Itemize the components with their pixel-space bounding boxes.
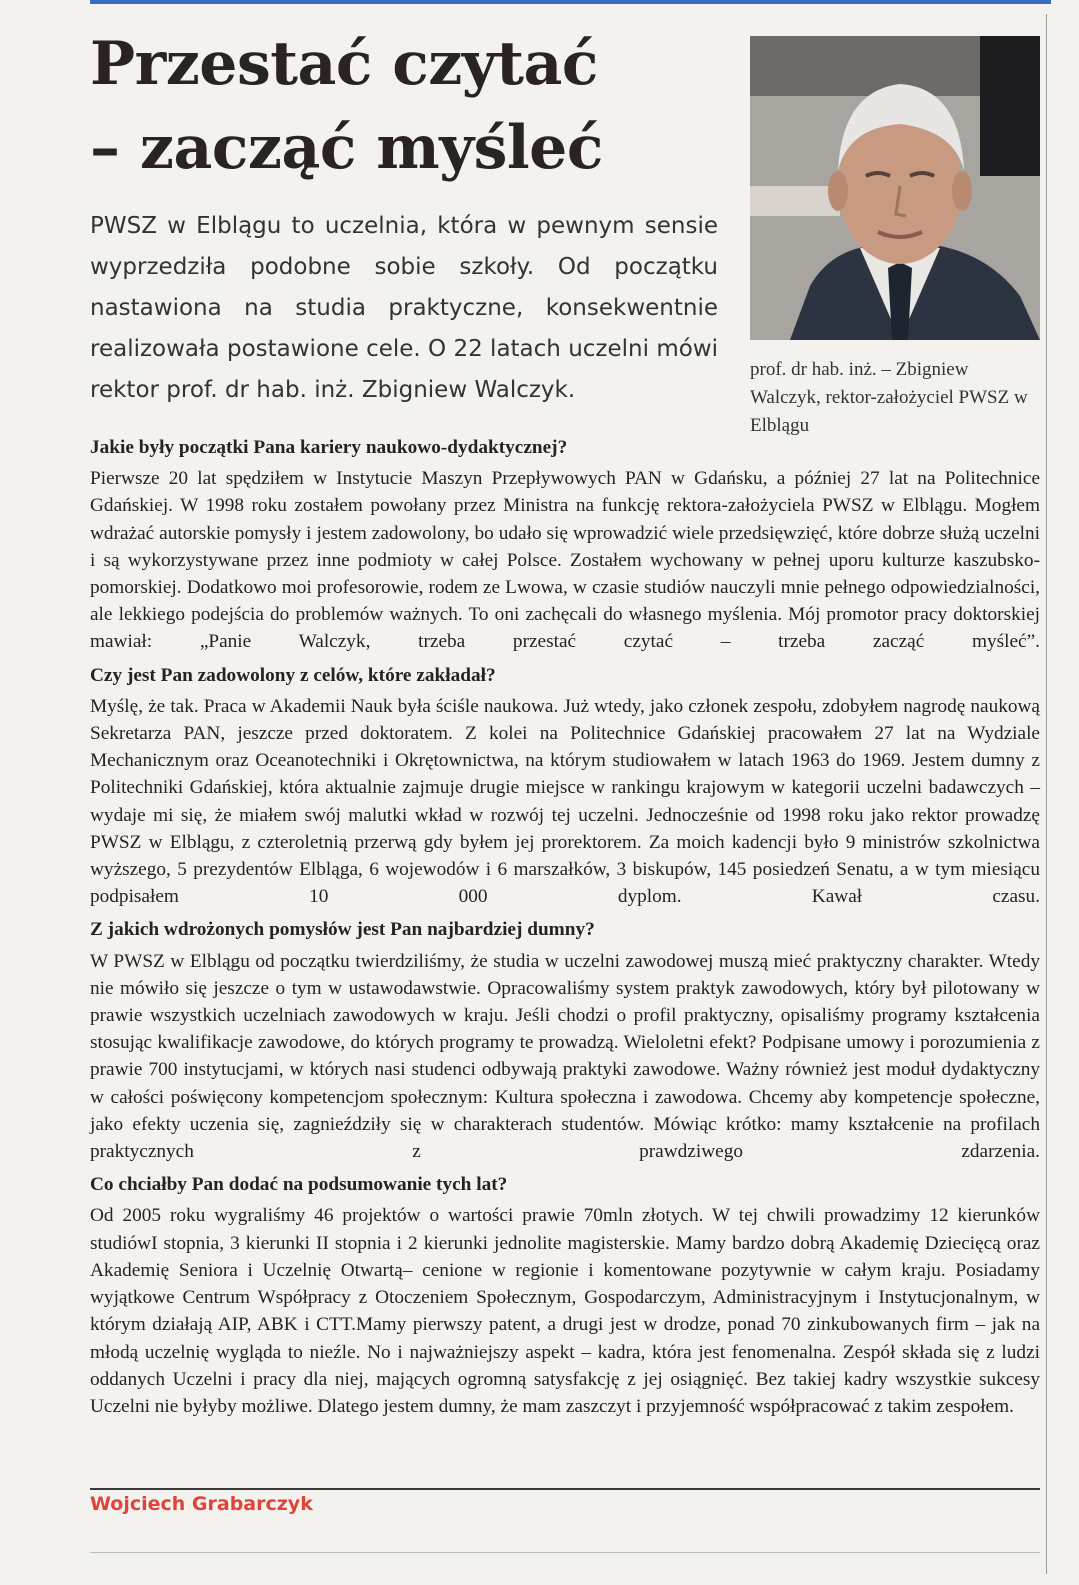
question-4: Co chciałby Pan dodać na podsumowanie tych lat?: [90, 1174, 508, 1196]
answer-2: [90, 693, 1040, 911]
answer-4: [90, 1202, 1040, 1420]
question-2: Czy jest Pan zadowolony z celów, które zakładał?: [90, 664, 496, 686]
answer-1-text: Pierwsze 20 lat spędziłem w Instytucie Maszyn Przepływowych PAN w Gdańsku, a później 27 lat na Politechnice Gdańskiej. W 1998 roku zostałem powołany przez Ministra na funkcję rektora-założyciela PWSZ w Elblągu. Mogłem wdrażać autorskie pomysły i jestem zadowolony, bo udało się wprowadzić wiele przedsięwzięć, które dobrze służą uczelni i są wykorzystywane przez inne podmioty w całej Polsce. Zostałem wychowany w pełnej uporu kulturze kaszubsko-pomorskiej. Dodatkowo moi profesorowie, rodem ze Lwowa, w czasie studiów nauczyli mnie pełnego odpowiedzialności, ale lekkiego podejścia do problemów ważnych. To oni zachęcali do własnego myślenia. Mój promotor pracy doktorskiej mawiał: „Panie Walczyk, trzeba przestać czytać – trzeba zacząć myśleć”.: [90, 468, 1040, 653]
article-body: [90, 434, 1040, 1426]
question-1: Jakie były początki Pana kariery naukowo-dydaktycznej?: [90, 437, 568, 458]
answer-3-text: W PWSZ w Elblągu od początku twierdziliśmy, że studia w uczelni zawodowej muszą mieć praktyczny charakter. Wtedy nie mówiło się jeszcze o tym w ustawodawstwie. Opracowaliśmy system praktyk zawodowych, który był pilotowany w prawie wszystkich uczelniach zawodowych w kraju. Jeśli chodzi o profil praktyczny, opisaliśmy programy kształcenia stosując kwalifikacje zawodowe, do których programy te prowadzą. Wieloletni efekt? Podpisane umowy i porozumienia z prawie 700 instytucjami, w których nasi studenci odbywają praktyki zawodowe. Ważny również jest moduł dydaktyczny w całości poświęcony kompetencjom społecznym: Kultura społeczna i zawodowa. Chcemy aby kompetencje społeczne, jako efekty uczenia się, zagnieździły się w charakterach studentów. Mówiąc krótko: mamy kształcenie na profilach praktycznych z prawdziwego zdarzenia.: [90, 950, 1040, 1163]
photo-caption: prof. dr hab. inż. – Zbigniew Walczyk, rektor-założyciel PWSZ w Elblągu: [750, 359, 1028, 436]
page-title: [90, 22, 730, 190]
headline-line-1: Przestać czytać: [90, 29, 598, 99]
headline-line-2: – zacząć myśleć: [90, 113, 603, 183]
answer-4-text: Od 2005 roku wygraliśmy 46 projektów o wartości prawie 70mln złotych. W tej chwili prowadzimy 12 kierunków studiówI stopnia, 3 kierunki II stopnia i 2 kierunki jednolite magisterskie. Mamy bardzo dobrą Akademię Dziecięcą oraz Akademię Seniora i Uczelnię Otwartą– cenione w regionie i komentowane pozytywnie w całym kraju. Posiadamy wyjątkowe Centrum Współpracy z Otoczeniem Społecznym, Gospodarczym, Administracyjnym i Instytucjonalnym, w którym działają AIP, ABK i CTT.Mamy pierwszy patent, a drugi jest w drodze, ponad 70 zinkubowanych firm – jak na młodą uczelnię wygląda to nieźle. No i najważniejszy aspekt – kadra, która jest fenomenalna. Zespół składa się z ludzi oddanych Uczelni i pracy dla niej, mających ogromną satysfakcję z jej osiągnięć. Bez takiej kadry wszystkie sukcesy Uczelni nie byłyby możliwe. Dlatego jestem dumny, że mam zaszczyt i przyjemność współpracować z takim zespołem.: [90, 1205, 1040, 1417]
column-divider: [1046, 14, 1047, 1574]
question-3: Z jakich wdrożonych pomysłów jest Pan najbardziej dumny?: [90, 919, 595, 941]
answer-1: [90, 465, 1040, 655]
answer-3: [90, 948, 1040, 1166]
answer-2-text: Myślę, że tak. Praca w Akademii Nauk była ściśle naukowa. Już wtedy, jako członek zespołu, zdobyłem nagrodę naukową Sekretarza PAN, jeszcze przed doktoratem. Z kolei na Politechnice Gdańskiej pracowałem 27 lat na Wydziale Mechanicznym oraz Oceanotechniki i Okrętownictwa, na którym studiowałem w latach 1963 do 1969. Jestem dumny z Politechniki Gdańskiej, która aktualnie zajmuje drugie miejsce w rankingu krajowym w kategorii uczelni badawczych – wydaje mi się, że miałem swój malutki wkład w rozwój tej uczelni. Jednocześnie od 1998 roku jako rektor prowadzę PWSZ w Elblągu, z czteroletnią przerwą gdy byłem jej prorektorem. Za moich kadencji było 9 ministrów szkolnictwa wyższego, 5 prezydentów Elbląga, 6 wojewodów i 6 marszałków, 3 biskupów, 145 posiedzeń Senatu, a w tym miesiącu podpisałem 10 000 dyplom. Kawał czasu.: [90, 695, 1040, 908]
author-name: Wojciech Grabarczyk: [90, 1493, 313, 1515]
author-rule: [90, 1488, 1040, 1490]
portrait-photo: [750, 36, 1040, 340]
top-accent-rule: [90, 0, 1051, 4]
footer-rule: [90, 1552, 1040, 1553]
lead-paragraph: PWSZ w Elblągu to uczelnia, która w pewnym sensie wyprzedziła podobne sobie szkoły. Od początku nastawiona na studia praktyczne, konsekwentnie realizowała postawione cele. O 22 latach uczelni mówi rektor prof. dr hab. inż. Zbigniew Walczyk.: [90, 213, 718, 403]
